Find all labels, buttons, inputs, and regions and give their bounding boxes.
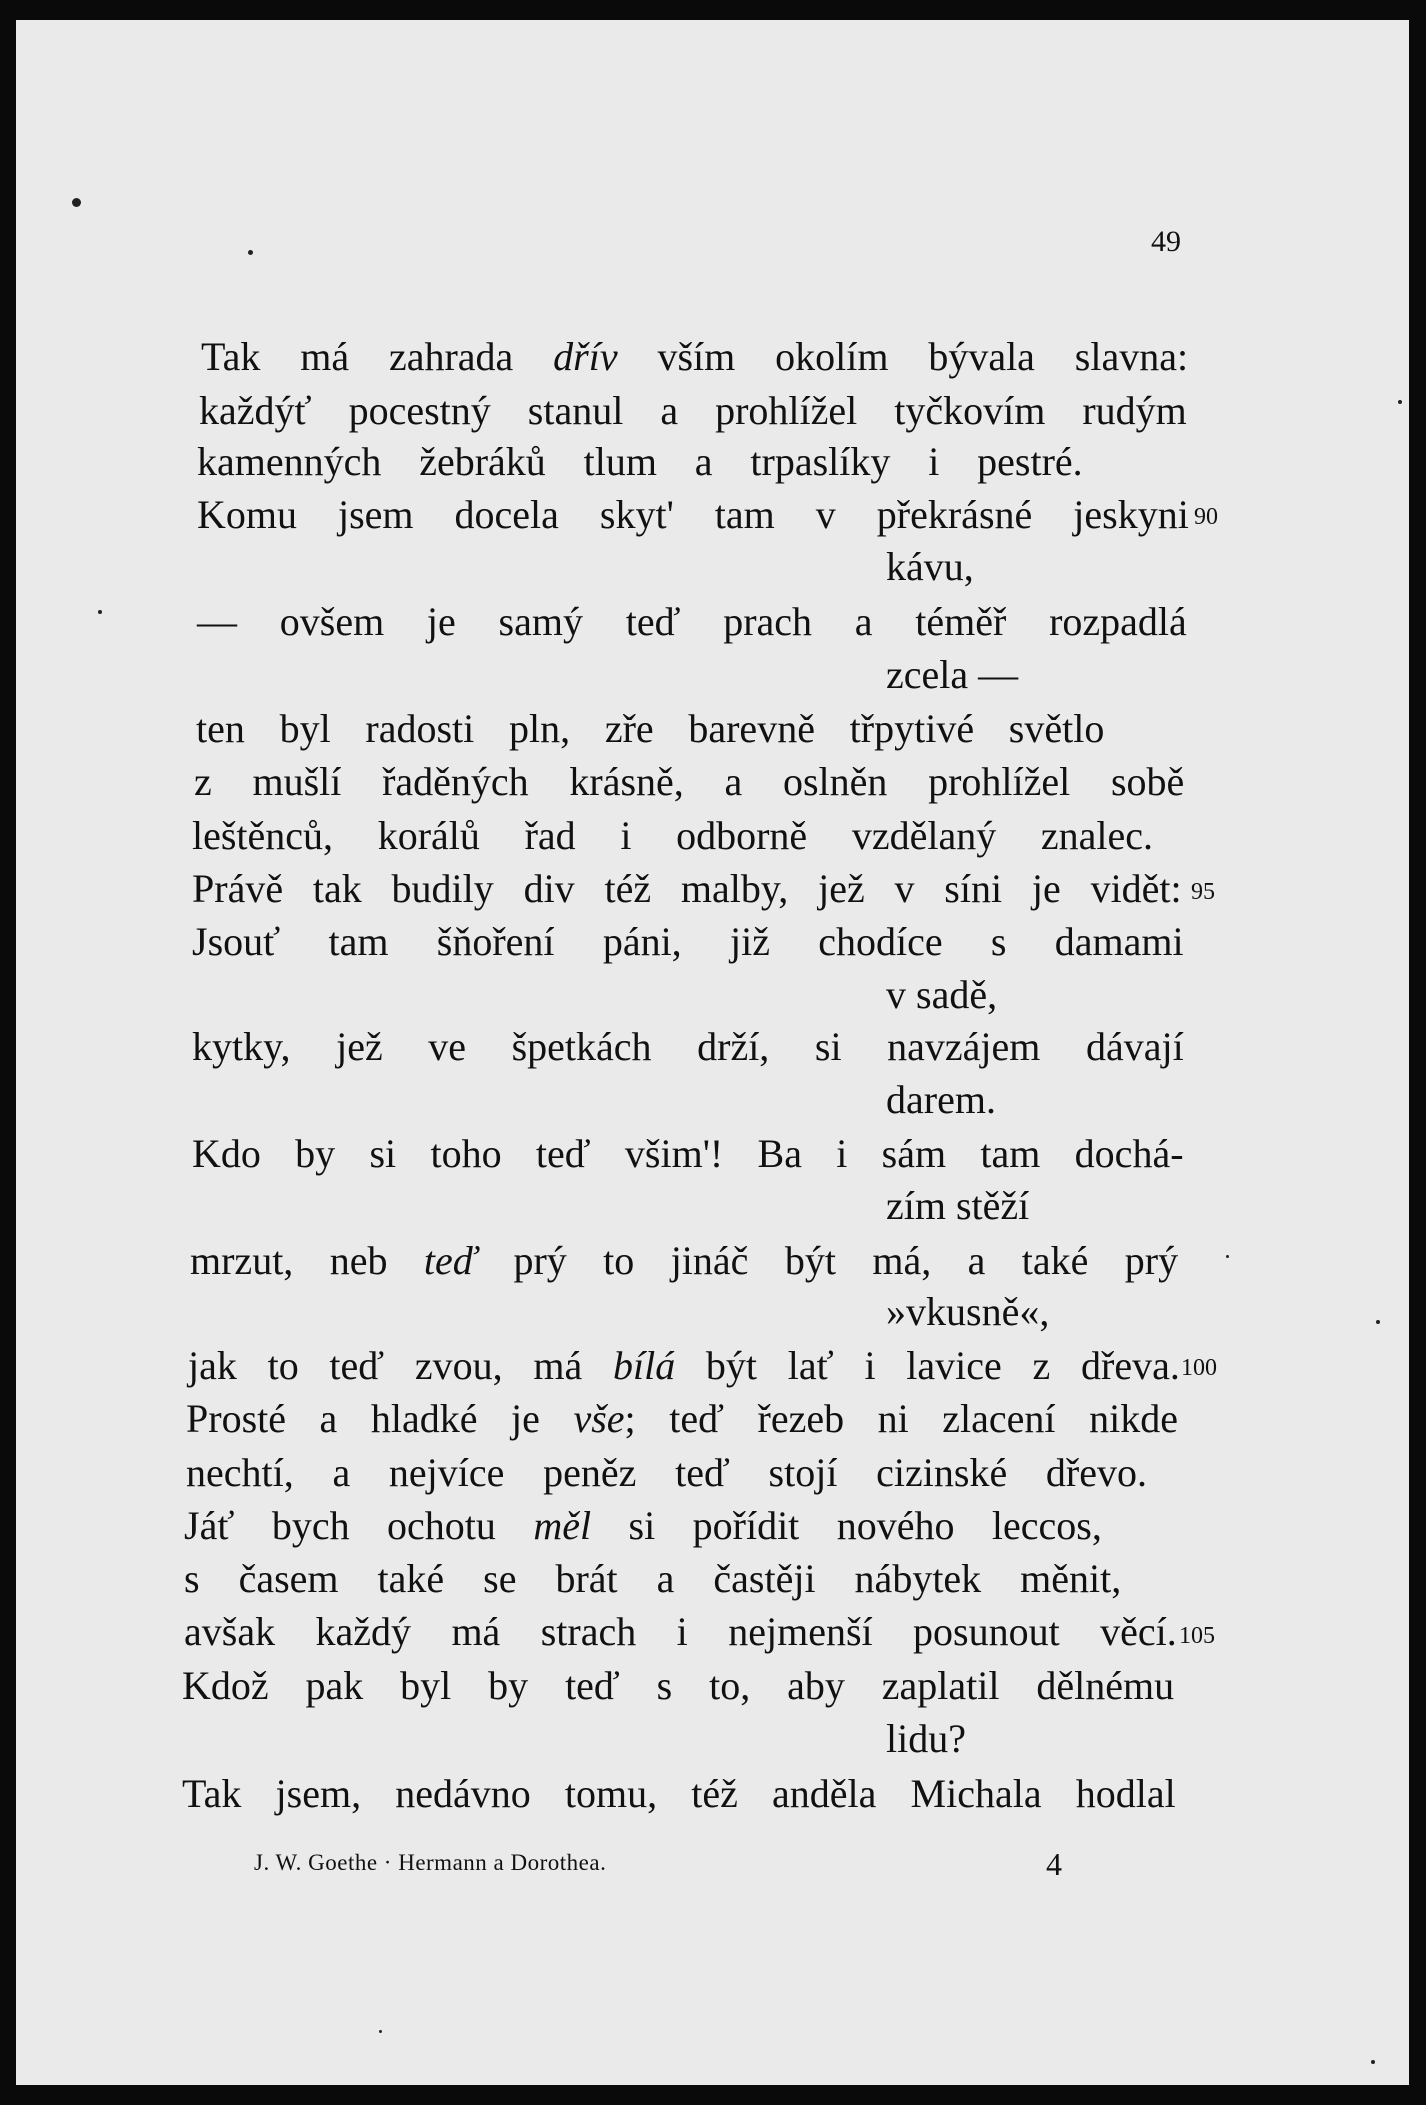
verse-text: být lať i lavice z dřeva. xyxy=(675,1343,1180,1388)
verse-line xyxy=(192,1023,1184,1071)
verse-text: zcela — xyxy=(886,652,1019,697)
verse-text: si pořídit nového leccos, xyxy=(591,1503,1102,1548)
verse-text: nechtí, a nejvíce peněz teď stojí cizinské dřevo. xyxy=(186,1450,1147,1495)
verse-line xyxy=(190,1237,1178,1285)
verse-text: vším okolím bývala slavna: xyxy=(617,334,1189,379)
book-page xyxy=(16,20,1409,2085)
dust-speck xyxy=(1371,2060,1375,2064)
verse-line xyxy=(886,1076,996,1124)
verse-line xyxy=(201,333,1188,381)
line-number: 95 xyxy=(1191,879,1215,905)
verse-text: kamenných žebráků tlum a trpaslíky i pestré. xyxy=(197,439,1083,484)
verse-text: zím stěží xyxy=(886,1183,1030,1228)
verse-text: leštěnců, korálů řad i odborně vzdělaný znalec. xyxy=(192,813,1154,858)
verse-text: kytky, jež ve špetkách drží, si navzájem dávají xyxy=(192,1024,1184,1069)
page-number: 49 xyxy=(1151,225,1181,258)
line-number: 105 xyxy=(1179,1623,1215,1649)
emphasis-text: teď xyxy=(423,1238,478,1283)
verse-line xyxy=(184,1502,1102,1550)
verse-line xyxy=(886,1288,1049,1336)
footer-credit: J. W. Goethe · Hermann a Dorothea. xyxy=(254,1850,607,1875)
verse-line xyxy=(192,812,1153,860)
line-number: 100 xyxy=(1181,1355,1217,1381)
verse-text: Tak má zahrada xyxy=(201,334,554,379)
verse-text: »vkusně«, xyxy=(886,1289,1050,1334)
verse-text: ; teď řezeb ni zlacení nikde xyxy=(624,1396,1178,1441)
verse-line xyxy=(192,918,1184,966)
verse-text: Komu jsem docela skyt' tam v překrásné jeskyni xyxy=(197,492,1189,537)
emphasis-text: bílá xyxy=(612,1343,676,1388)
verse-line xyxy=(199,387,1187,435)
verse-line xyxy=(196,705,1104,753)
verse-line xyxy=(197,491,1189,539)
verse-line xyxy=(886,1182,1029,1230)
verse-line xyxy=(192,865,1182,913)
dust-speck xyxy=(72,198,81,207)
dust-speck xyxy=(248,250,253,255)
verse-line xyxy=(197,598,1187,646)
verse-text: ten byl radosti pln, zře barevně třpytivé světlo xyxy=(196,706,1105,751)
verse-text: Jsouť tam šňoření páni, již chodíce s damami xyxy=(192,919,1184,964)
verse-text: v sadě, xyxy=(886,972,998,1017)
verse-text: Tak jsem, nedávno tomu, též anděla Michala hodlal xyxy=(182,1771,1176,1816)
verse-text: jak to teď zvou, má xyxy=(188,1343,613,1388)
verse-text: kávu, xyxy=(886,544,974,589)
emphasis-text: měl xyxy=(533,1503,592,1548)
dust-speck xyxy=(1376,1320,1380,1324)
verse-text: s časem také se brát a častěji nábytek měnit, xyxy=(184,1556,1122,1601)
verse-text: prý to jináč být má, a také prý xyxy=(477,1238,1179,1283)
verse-line xyxy=(192,1130,1184,1178)
verse-text: Kdož pak byl by teď s to, aby zaplatil dělnému xyxy=(182,1663,1175,1708)
verse-text: Prosté a hladké je xyxy=(186,1396,574,1441)
verse-line xyxy=(188,1342,1180,1390)
verse-line xyxy=(886,543,974,591)
verse-line xyxy=(182,1770,1176,1818)
verse-text: Právě tak budily div též malby, jež v síni je vidět: xyxy=(192,866,1182,911)
line-number: 90 xyxy=(1194,504,1218,530)
signature-mark: 4 xyxy=(1046,1846,1062,1882)
verse-line xyxy=(184,1608,1177,1656)
verse-text: darem. xyxy=(886,1077,996,1122)
verse-text: z mušlí řaděných krásně, a oslněn prohlížel sobě xyxy=(194,759,1185,804)
verse-line xyxy=(182,1662,1174,1710)
verse-line xyxy=(886,651,1018,699)
verse-text: lidu? xyxy=(886,1716,966,1761)
verse-line xyxy=(186,1395,1178,1443)
emphasis-text: vše xyxy=(573,1396,625,1441)
verse-line xyxy=(194,758,1184,806)
emphasis-text: dřív xyxy=(553,334,618,379)
verse-line xyxy=(197,438,1083,486)
verse-text: avšak každý má strach i nejmenší posunout věcí. xyxy=(184,1609,1177,1654)
dust-speck xyxy=(1226,1255,1229,1258)
dust-speck xyxy=(379,2030,382,2033)
verse-line xyxy=(886,971,997,1019)
dust-speck xyxy=(98,610,102,614)
verse-text: každýť pocestný stanul a prohlížel tyčkovím rudým xyxy=(199,388,1187,433)
verse-text: mrzut, neb xyxy=(190,1238,424,1283)
verse-text: Kdo by si toho teď všim'! Ba i sám tam dochá- xyxy=(192,1131,1184,1176)
verse-line xyxy=(184,1555,1121,1603)
verse-text: Jáť bych ochotu xyxy=(184,1503,534,1548)
dust-speck xyxy=(1398,400,1402,404)
verse-line xyxy=(886,1715,966,1763)
verse-text: — ovšem je samý teď prach a téměř rozpadlá xyxy=(197,599,1187,644)
verse-line xyxy=(186,1449,1147,1497)
